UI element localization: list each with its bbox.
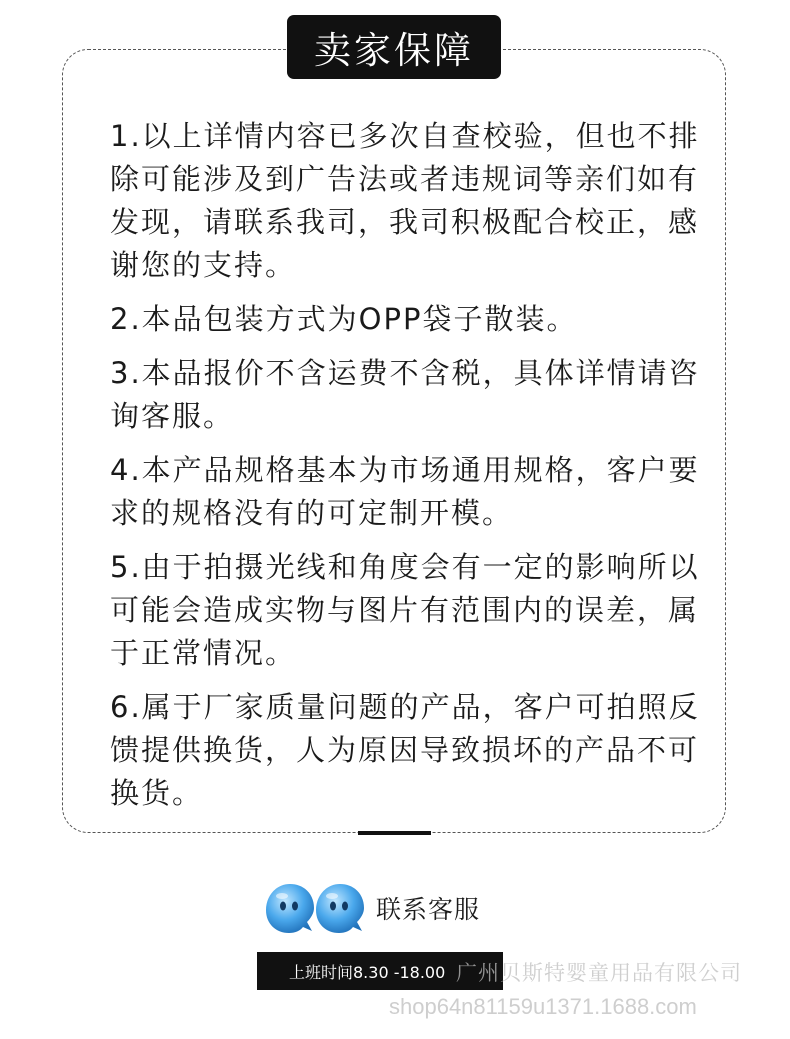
note-2: 2.本品包装方式为OPP袋子散装。 bbox=[110, 302, 578, 336]
page-title: 卖家保障 bbox=[287, 15, 501, 79]
watermark-url: shop64n81159u1371.1688.com bbox=[389, 994, 697, 1019]
divider-bar bbox=[358, 831, 431, 835]
qq-chat-icon bbox=[262, 880, 368, 936]
note-5: 5.由于拍摄光线和角度会有一定的影响所以可能会造成实物与图片有范围内的误差，属于正常情况。 bbox=[110, 550, 700, 670]
note-6: 6.属于厂家质量问题的产品，客户可拍照反馈提供换货，人为原因导致损坏的产品不可换货。 bbox=[110, 690, 700, 810]
guarantee-notes bbox=[110, 115, 700, 826]
contact-service-label: 联系客服 bbox=[376, 895, 481, 924]
note-1: 1.以上详情内容已多次自查校验，但也不排除可能涉及到广告法或者违规词等亲们如有发现，请联系我司，我司积极配合校正，感谢您的支持。 bbox=[110, 119, 700, 282]
contact-service-button[interactable] bbox=[262, 880, 480, 936]
note-4: 4.本产品规格基本为市场通用规格，客户要求的规格没有的可定制开模。 bbox=[110, 453, 700, 530]
watermark-company: 广州贝斯特婴童用品有限公司 bbox=[456, 961, 742, 985]
business-hours-text: 上班时间8.30 -18.00 bbox=[289, 962, 446, 982]
note-3: 3.本品报价不含运费不含税，具体详情请咨询客服。 bbox=[110, 356, 700, 433]
